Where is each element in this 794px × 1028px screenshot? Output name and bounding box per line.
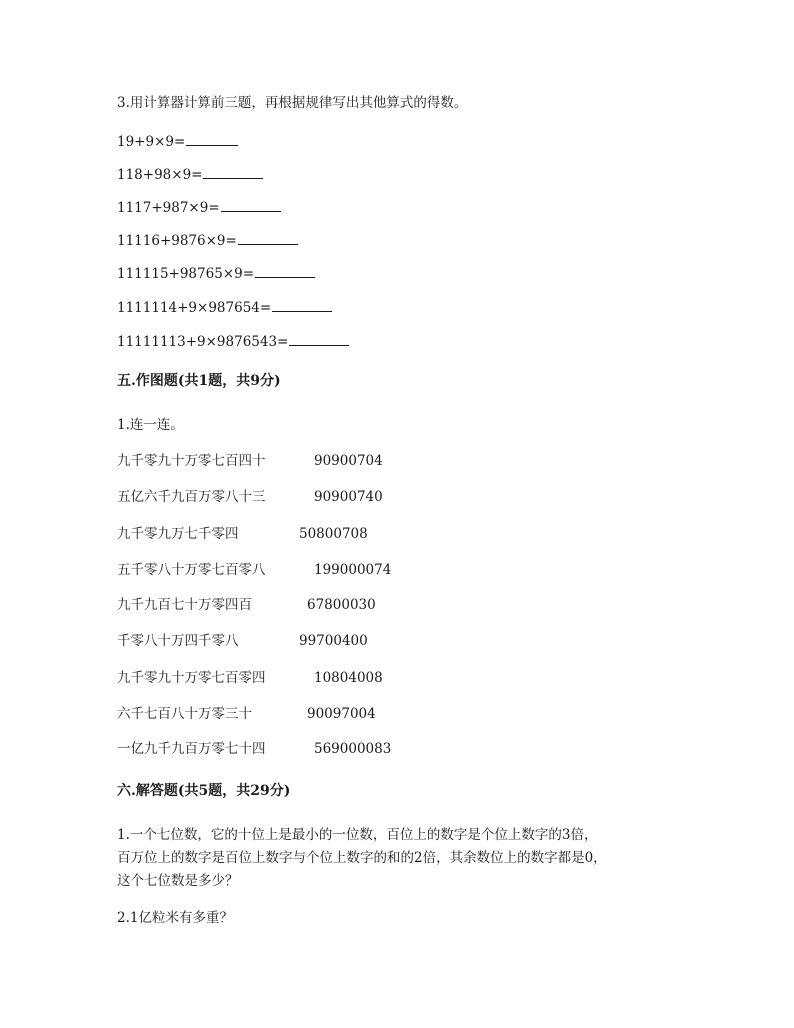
match-left-item[interactable]: 九千九百七十万零四百 <box>117 597 252 613</box>
match-row <box>117 488 266 506</box>
equation-text: 1117+987×9= <box>117 200 220 216</box>
equation-text: 118+98×9= <box>117 167 203 183</box>
equation-text: 111115+98765×9= <box>117 266 255 282</box>
equation-line <box>117 133 238 151</box>
match-left-item[interactable]: 六千七百八十万零三十 <box>117 706 252 722</box>
section5-heading: 五.作图题(共1题，共9分) <box>117 373 281 389</box>
match-right-item[interactable]: 10804008 <box>314 670 383 686</box>
equation-text: 1111114+9×987654= <box>117 300 272 316</box>
section6-question-1 <box>117 824 677 893</box>
equation-line <box>117 166 263 184</box>
match-right-item[interactable]: 99700400 <box>299 633 368 649</box>
section6-question-2: 2.1亿粒米有多重？ <box>117 910 233 926</box>
equation-line <box>117 232 298 250</box>
match-row <box>117 561 266 579</box>
answer-blank[interactable] <box>186 133 238 146</box>
match-left-item[interactable]: 九千零九十万零七百四十 <box>117 453 266 469</box>
match-left-item[interactable]: 五亿六千九百万零八十三 <box>117 489 266 505</box>
match-row <box>117 740 266 758</box>
equation-text: 19+9×9= <box>117 134 186 150</box>
match-row <box>117 525 239 543</box>
answer-blank[interactable] <box>221 199 281 212</box>
match-right-item[interactable]: 90900740 <box>314 489 383 505</box>
equation-line <box>117 333 349 351</box>
match-row <box>117 452 266 470</box>
match-row <box>117 669 266 687</box>
question-1-line: 这个七位数是多少？ <box>117 873 239 889</box>
section3-instruction: 3.用计算器计算前三题，再根据规律写出其他算式的得数。 <box>117 95 468 111</box>
equation-line <box>117 265 315 283</box>
match-left-item[interactable]: 五千零八十万零七百零八 <box>117 562 266 578</box>
match-right-item[interactable]: 67800030 <box>307 597 376 613</box>
match-right-item[interactable]: 90097004 <box>307 706 376 722</box>
equation-text: 11111113+9×9876543= <box>117 334 289 350</box>
match-right-item[interactable]: 199000074 <box>314 562 392 578</box>
answer-blank[interactable] <box>203 166 263 179</box>
equation-line <box>117 299 332 317</box>
match-row <box>117 705 252 723</box>
question-1-line: 1.一个七位数，它的十位上是最小的一位数，百位上的数字是个位上数字的3倍， <box>117 827 598 843</box>
equation-line <box>117 199 281 217</box>
match-left-item[interactable]: 九千零九万七千零四 <box>117 526 239 542</box>
answer-blank[interactable] <box>238 232 298 245</box>
match-left-item[interactable]: 千零八十万四千零八 <box>117 633 239 649</box>
answer-blank[interactable] <box>289 333 349 346</box>
match-right-item[interactable]: 569000083 <box>314 741 392 757</box>
match-row <box>117 596 252 614</box>
section6-heading: 六.解答题(共5题，共29分) <box>117 783 291 799</box>
match-left-item[interactable]: 一亿九千九百万零七十四 <box>117 741 266 757</box>
answer-blank[interactable] <box>255 265 315 278</box>
match-right-item[interactable]: 50800708 <box>299 526 368 542</box>
section5-question: 1.连一连。 <box>117 417 184 433</box>
question-1-line: 百万位上的数字是百位上数字与个位上数字的和的2倍，其余数位上的数字都是0， <box>117 850 607 866</box>
match-row <box>117 632 239 650</box>
match-left-item[interactable]: 九千零九十万零七百零四 <box>117 670 266 686</box>
match-right-item[interactable]: 90900704 <box>314 453 383 469</box>
equation-text: 11116+9876×9= <box>117 233 237 249</box>
answer-blank[interactable] <box>272 299 332 312</box>
